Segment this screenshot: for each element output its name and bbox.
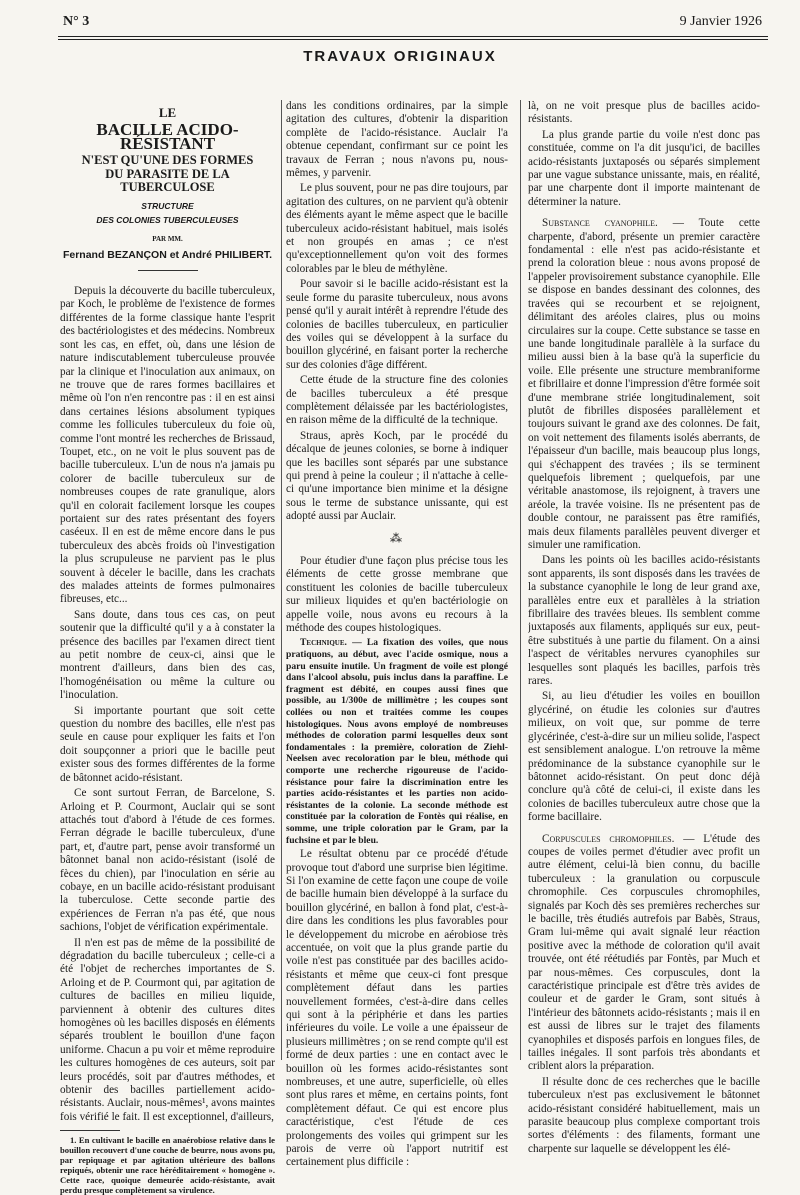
corpuscules-label: Corpuscules chromophiles. [542, 832, 675, 845]
structure-heading-2: DES COLONIES TUBERCULEUSES [96, 214, 239, 225]
paragraph: Si importante pourtant que soit cette question du nombre des bacilles, elle n'est pas seule en cause pour expliquer les faits et l'on doit soupçonner a priori que le bacille peut exister sous des formes différentes de la forme de bâtonnet acido-résistant. [60, 704, 275, 784]
column-3 [528, 100, 760, 1158]
issue-date: 9 Janvier 1926 [679, 14, 762, 29]
section-asterism: ⁂ [390, 530, 404, 545]
issue-number: N° 3 [63, 14, 90, 29]
column-1 [60, 100, 275, 1195]
technique-text: — La fixation des voiles, que nous pratiquons, au début, avec l'acide osmique, nous a paru ensuite inutile. Un fragment de voile est plongé dans l'alcool absolu, puis inclus dans la paraffine. Le fragment est débité, en coupes aussi fines que possible, au 1/300e de millimètre ; les coupes sont collées ou non et traitées comme les coupes histologiques. Nous avons employé de nombreuses méthodes de coloration parmi lesquelles deux sont fondamentales : la première, coloration de Ziehl-Neelsen avec recoloration par le bleu, méthode qui comporte une recherche rigoureuse de l'acido-résistance pour faire la discrimination entre les parties acido-résistantes et les parties non acido-résistantes de la colonie. La seconde méthode est constituée par la coloration de Fontès qui réalise, en somme, une triple coloration par le Gram, par la fuchsine et par le bleu. [286, 637, 508, 846]
title-le: LE [158, 105, 177, 120]
technique-paragraph [286, 637, 508, 846]
paragraph: Si, au lieu d'étudier les voiles en bouillon glycériné, on étudie les colonies sur d'autres milieux, on voit que, sur pomme de terre glycérinée, c'est-à-dire sur un milieu solide, l'aspect est sensiblement analogue. L'on retrouve la même prédominance de la substance cyanophile sur le bâtonnet acido-résistant. On peut donc déjà conclure qu'à côté de celui-ci, il existe dans les colonies de bacilles tuberculeux autre chose que la forme bacillaire. [528, 690, 760, 824]
paragraph: Sans doute, dans tous ces cas, on peut soutenir que la difficulté qu'il y a à constater la présence des bacilles par l'examen direct tient au petit nombre de ceux-ci, ainsi que le montrent d'ailleurs, dans bien des cas, l'homogénéisation ou même la culture ou l'inoculation. [60, 608, 275, 702]
article-subtitle-2: DU PARASITE DE LA TUBERCULOSE [105, 166, 230, 195]
footnote: 1. En cultivant le bacille en anaérobiose relative dans le bouillon recouvert d'une couche de beurre, nous avons pu, par repiquage et par agitation ultérieure des ballons repiqués, obtenir une race héréditairement « homogène ». Cette race, quoique demeurée acido-résistante, avait perdu presque complètement sa virulence. [60, 1135, 275, 1195]
paragraph: Straus, après Koch, par le procédé du décalque de jeunes colonies, se borne à indiquer que les bacilles sont séparés par une substance qui prend à peine la couleur ; il n'attache à celle-ci qu'une importance bien minime et la désigne sous le terme de substance unissante, qui est adopté aussi par Auclair. [286, 429, 508, 523]
paragraph: dans les conditions ordinaires, par la simple agitation des cultures, d'obtenir la disparition complète de l'acido-résistance. Auclair l'a obtenue cependant, confirmant sur ce point les travaux de Ferran ; nous n'avons pu, nous-mêmes, y parvenir. [286, 100, 508, 180]
paragraph: Il n'en est pas de même de la possibilité de dégradation du bacille tuberculeux ; celle-ci a été l'objet de recherches importantes de S. Arloing et de P. Courmont qui, par agitation de cultures de bacilles en milieu liquide, parviennent à obtenir des cultures dites homogènes où les bacilles disposés en éléments séparés troublent le bouillon d'une façon uniforme. Chacun a pu voir et même reproduire les cultures homogènes de ces auteurs, soit par leurs procédés, soit par d'autres méthodes, et obtenir des bacilles partiellement acido-résistants. Auclair, nous-mêmes¹, avons maintes fois vérifié le fait. Il est exceptionnel, d'ailleurs, [60, 936, 275, 1123]
corpuscules-paragraph [528, 833, 760, 1074]
structure-heading: STRUCTURE [141, 201, 194, 212]
column-2 [286, 100, 508, 1172]
title-rule [138, 270, 198, 271]
paragraph: La plus grande partie du voile n'est donc pas constituée, comme on l'a dit jusqu'ici, de bacilles acido-résistants juxtaposés ou séparés simplement par une vague substance unissante, mais, en réalité, par une charpente dont il importe maintenant de déterminer la nature. [528, 128, 760, 208]
paragraph: Dans les points où les bacilles acido-résistants sont apparents, ils sont disposés dans les travées de la substance cyanophile le long de leur grand axe, parallèles entre eux et parallèles à la striation fibrillaire des travées bleues. Ils semblent comme juxtaposés aux filaments, appliqués sur eux, peut-être substitués à une partie du filament. On a ainsi l'aspect de véritables nervures cyanophiles sur lesquelles sont plaqués les bacilles, parfois très rares. [528, 554, 760, 688]
paragraph: là, on ne voit presque plus de bacilles acido-résistants. [528, 100, 760, 126]
substance-paragraph [528, 217, 760, 552]
section-title: TRAVAUX ORIGINAUX [303, 48, 497, 65]
corpuscules-text: — L'étude des coupes de voiles permet d'étudier avec profit un autre élément, celui-là bien connu, du bacille tuberculeux : la granulation ou corpuscule chromophile. Ces corpuscules chromophiles, signalés par Koch dès ses premières recherches sur le bacille, très étudiés autrefois par Babès, Straus, Gram lui-même qui avait signalé leur réaction positive avec la méthode de coloration qu'il avait trouvée, ont été réétudiés par Fontès, par Much et par nous-mêmes. Ces corpuscules, dont la caractéristique principale est d'être très avides de couleur et de garder le Gram, sont situés à l'intérieur des bâtonnets acido-résistants ; mais il en est aussi de libres sur le trajet des filaments cyanophiles et disposés parfois en longues files, de tailles inégales. Il sont parfois très abondants et criblent alors la préparation. [528, 832, 760, 1073]
substance-label: Substance cyanophile. [542, 217, 658, 230]
substance-text: — Toute cette charpente, d'abord, présente un premier caractère fondamental : elle n'est pas acido-résistante et prend la coloration bleue : nous avons proposé de l'appeler provisoirement substance cyanophile. Elle se dispose en bandes dessinant des colonnes, des travées qui se recourbent et se rejoignent, délimitant des aréoles claires, plus ou moins circulaires sur la coupe. Cette substance se tasse en une bande longitudinale parallèle à la surface du milieu aussi bien à la base qu'à la superficie du voile. Elle présente une structure membraniforme et fibrillaire et donne l'impression d'être formée soit d'une membrane striée longitudinalement, soit plutôt de fibrilles disposées parallèlement et toujours suivant le grand axe des colonnes. De fait, on voit nettement des filaments isolés aberrants, de l'épaisseur d'un bacille, mais beaucoup plus longs, qui s'échappent des travées ; ils se terminent quelquefois librement ; quelquefois, par une véritable anastomose, ils rejoignent, à travers une aréole, la travée voisine. Ils ne présentent pas de double contour, ne paraissent pas être ramifiés, mais deux filaments parallèles peuvent diverger et simuler une ramification. [528, 217, 760, 551]
paragraph: Il résulte donc de ces recherches que le bacille tuberculeux n'est pas exclusivement le bâtonnet acido-résistant considéré habituellement, mais un parasite beaucoup plus complexe comportant trois sortes d'éléments : des filaments, formant une charpente sur laquelle se développent les élé- [528, 1075, 760, 1155]
column-divider [281, 100, 282, 1060]
header-rule [58, 36, 768, 37]
par-label: PAR MM. [152, 235, 183, 244]
column-divider [520, 100, 521, 1060]
paragraph: Pour savoir si le bacille acido-résistant est la seule forme du parasite tuberculeux, nous avons pensé qu'il y aurait intérêt à reprendre l'étude des colonies de bacilles tuberculeux, en particulier des voiles qui se développent à la surface du bouillon glycériné, en faisant porter la recherche sur des colonies d'âge différent. [286, 278, 508, 371]
article-subtitle-1: N'EST QU'UNE DES FORMES [81, 153, 254, 168]
paragraph: Ce sont surtout Ferran, de Barcelone, S. Arloing et P. Courmont, Auclair qui se sont attachés tout d'abord à l'étude de ces formes. Ferran dégrade le bacille tuberculeux, d'une part, et, d'autre part, pense avoir transformé un bâtonnet banal non acido-résistant (isolé de fèces du chien), par l'inoculation en série au cobaye, en un bacille acido-résistant produisant la tuberculose. Cette seconde partie des expériences de Ferran n'a pas été, que nous sachions, l'objet de vérification expérimentale. [60, 787, 275, 934]
article-title: BACILLE ACIDO-RÉSISTANT [96, 120, 239, 153]
footnote-rule [60, 1130, 120, 1131]
paragraph: Le plus souvent, pour ne pas dire toujours, par agitation des cultures, on ne parvient qu'à obtenir des éléments ayant le même aspect que le bacille tuberculeux acido-résistant habituel, mais isolés et non groupés en amas ; ce n'est qu'exceptionnellement qu'on voit des formes colorables par le bleu de méthylène. [286, 182, 508, 275]
header-rule-thin [58, 39, 768, 40]
technique-label: Technique. [300, 637, 347, 649]
paragraph: Pour étudier d'une façon plus précise tous les éléments de cette grosse membrane que constituent les colonies de bacille tuberculeux sur milieux liquides et qu'en bactériologie on appelle voile, nous avons eu recours à la méthode des coupes histologiques. [286, 555, 508, 635]
paragraph: Depuis la découverte du bacille tuberculeux, par Koch, le problème de l'existence de formes différentes de la forme classique hante l'esprit des bactériologistes et des médecins. Nombreux sont les cas, en effet, où, dans une lésion de nature indiscutablement tuberculeuse prouvée par la clinique et l'inoculation aux animaux, on ne trouve que de rares formes bacillaires et même où l'on n'en rencontre pas : il en est ainsi dans certaines lésions absolument typiques comme les follicules tuberculeux du foie où, comme l'ont montré les recherches de Brissaud, Toupet, etc., on ne voit le plus souvent pas de bacille tuberculeux. L'un de nous n'a jamais pu colorer de bacille tuberculeux sur de nombreuses coupes de rate granulique, alors qu'il en colorait facilement lorsque les coupes portaient sur des rates présentant des foyers caséeux. Il en est de même encore dans le pus tuberculeux des abcès froids où l'investigation la plus scrupuleuse ne parvient pas le plus souvent à déceler le bacille, dans les crachats des malades atteints de formes pulmonaires fibreuses, etc... [60, 285, 275, 606]
paragraph: Le résultat obtenu par ce procédé d'étude provoque tout d'abord une surprise bien légitime. Si l'on examine de cette façon une coupe de voile de bacille humain bien développé à la surface du bouillon glycériné, en ballon à fond plat, c'est-à-dire dans les conditions les plus favorables pour le développement du microbe en aérobiose très accentuée, on voit que la plus grande partie du voile n'est pas constituée par des bacilles acido-résistants et même que ceux-ci font presque complètement défaut dans les parties nouvellement formées, c'est-à-dire dans celles qui sont à la périphérie et dans les parties inférieures du voile. Le voile a une épaisseur de plusieurs millimètres ; on se rend compte qu'il est formé de deux parties : une en contact avec le bouillon où les formes acido-résistantes sont nombreuses, et une autre, superficielle, où elles sont plus rares et même, en certains points, font complètement défaut. Ce qui est encore plus caractéristique, c'est l'étude de ces prolongements des voiles qui grimpent sur les parois de verre où l'apport nutritif est certainement plus difficile : [286, 848, 508, 1169]
authors: Fernand BEZANÇON et André PHILIBERT. [62, 248, 273, 261]
paragraph: Cette étude de la structure fine des colonies de bacilles tuberculeux a été presque complètement délaissée par les bactériologistes, en raison même de la difficulté de la technique. [286, 374, 508, 427]
